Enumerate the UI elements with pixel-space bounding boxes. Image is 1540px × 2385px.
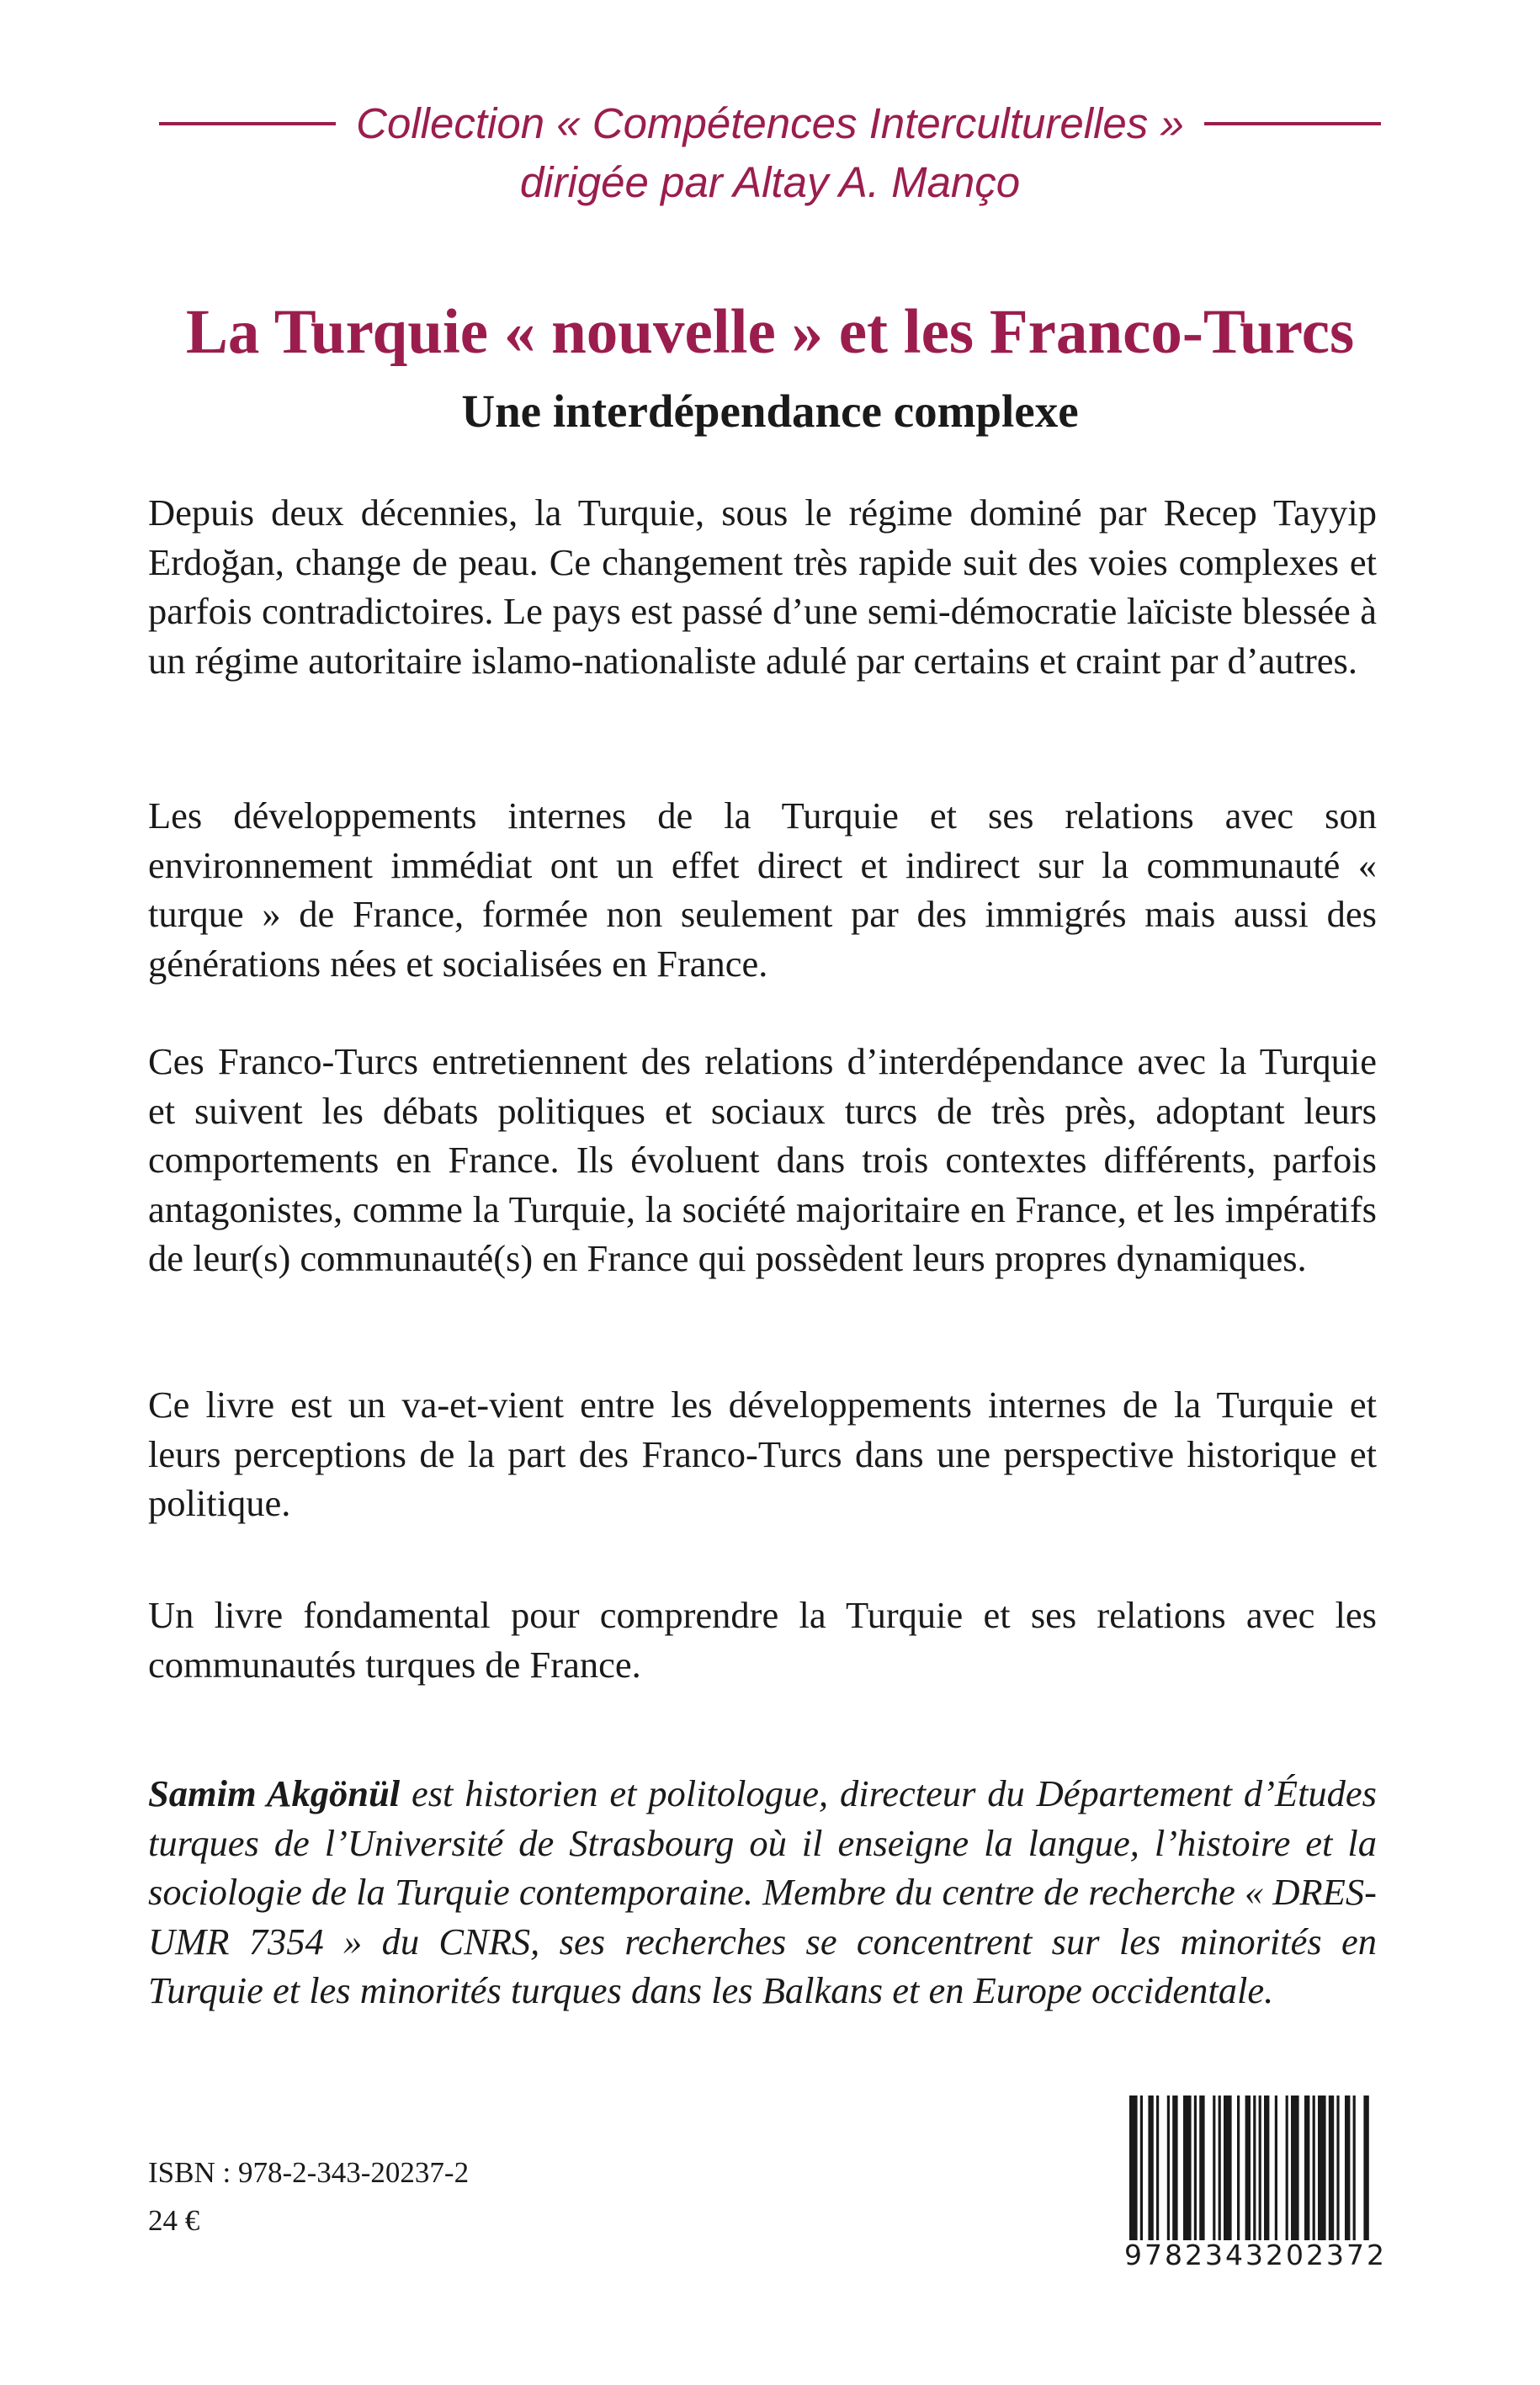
- barcode-bar: [1275, 2096, 1277, 2240]
- author-bio: [148, 1769, 1377, 2016]
- barcode-bar: [1129, 2096, 1138, 2240]
- barcode-bar: [1199, 2096, 1204, 2240]
- barcode-bar: [1264, 2096, 1269, 2240]
- paragraph-2: Les développements internes de la Turquie et ses relations avec son environnement immédiat ont un effet direct et indirect sur la communauté « turque » de France, formée non seulement par des immigrés mais aussi des générations nées et socialisées en France.: [148, 794, 1377, 985]
- author-bio-text: est historien et politologue, directeur du Département d’Études turques de l’Université de Strasbourg où il enseigne la langue, l’histoire et la sociologie de la Turquie contemporaine. Membre du centre de recherche « DRES-UMR 7354 » du CNRS, ses recherches se concentrent sur les minorités en Turquie et les minorités turques dans les Balkans et en Europe occidentale.: [148, 1772, 1378, 2011]
- barcode-bar: [1304, 2096, 1309, 2240]
- price: 24 €: [148, 2204, 200, 2237]
- barcode-bar: [1363, 2096, 1368, 2240]
- collection-line-1: [0, 94, 1540, 153]
- barcode-bar: [1253, 2096, 1256, 2240]
- paragraph-5: Un livre fondamental pour comprendre la Turquie et ses relations avec les communautés turques de France.: [148, 1594, 1377, 1686]
- barcode-bar: [1259, 2096, 1261, 2240]
- barcode-bar: [1213, 2096, 1215, 2240]
- barcode-bar: [1140, 2096, 1143, 2240]
- barcode-bar: [1313, 2096, 1315, 2240]
- barcode: [1124, 2096, 1387, 2276]
- barcode-bar: [1291, 2096, 1299, 2240]
- isbn: ISBN : 978-2-343-20237-2: [148, 2156, 470, 2189]
- book-title: La Turquie « nouvelle » et les Franco-Turcs: [185, 297, 1355, 367]
- barcode-bar: [1172, 2096, 1177, 2240]
- barcode-bar: [1286, 2096, 1288, 2240]
- barcode-bar: [1194, 2096, 1197, 2240]
- barcode-bar: [1245, 2096, 1251, 2240]
- barcode-bar: [1167, 2096, 1170, 2240]
- collection-director: dirigée par Altay A. Manço: [519, 158, 1021, 206]
- barcode-bar: [1318, 2096, 1326, 2240]
- barcode-bar: [1219, 2096, 1221, 2240]
- book-subtitle: Une interdépendance complexe: [461, 385, 1079, 437]
- paragraph-1: Depuis deux décennies, la Turquie, sous le régime dominé par Recep Tayyip Erdoğan, change de peau. Ce changement très rapide suit des voies complexes et parfois contradictoires. Le pays est passé d’une semi-démocratie laïciste blessée à un régime autoritaire islamo-nationaliste adulé par certains et craint par d’autres.: [148, 491, 1377, 682]
- barcode-bar: [1237, 2096, 1240, 2240]
- barcode-bar: [1336, 2096, 1339, 2240]
- collection-name: Collection « Compétences Interculturelles »: [356, 99, 1184, 147]
- barcode-bars: [1124, 2096, 1372, 2240]
- paragraph-3: Ces Franco-Turcs entretiennent des relations d’interdépendance avec la Turquie et suivent les débats politiques et sociaux turcs de très près, adoptant leurs comportements en France. Ils évoluent dans trois contextes différents, parfois antagonistes, comme la Turquie, la société majoritaire en France, et les impératifs de leur(s) communauté(s) en France qui possèdent leurs propres dynamiques.: [148, 1040, 1377, 1279]
- barcode-bar: [1183, 2096, 1192, 2240]
- barcode-bar: [1148, 2096, 1153, 2240]
- collection-header: [0, 94, 1540, 212]
- barcode-bar: [1345, 2096, 1350, 2240]
- barcode-bar: [1329, 2096, 1334, 2240]
- barcode-bar: [1224, 2096, 1232, 2240]
- barcode-bar: [1353, 2096, 1356, 2240]
- right-rule: [1204, 122, 1381, 125]
- author-name: Samim Akgönül: [148, 1772, 401, 1814]
- paragraph-4: Ce livre est un va-et-vient entre les développements internes de la Turquie et leurs perceptions de la part des Franco-Turcs dans une perspective historique et politique.: [148, 1384, 1377, 1524]
- barcode-number: 9782343202372: [1124, 2239, 1387, 2271]
- barcode-bar: [1156, 2096, 1159, 2240]
- left-rule: [159, 122, 336, 125]
